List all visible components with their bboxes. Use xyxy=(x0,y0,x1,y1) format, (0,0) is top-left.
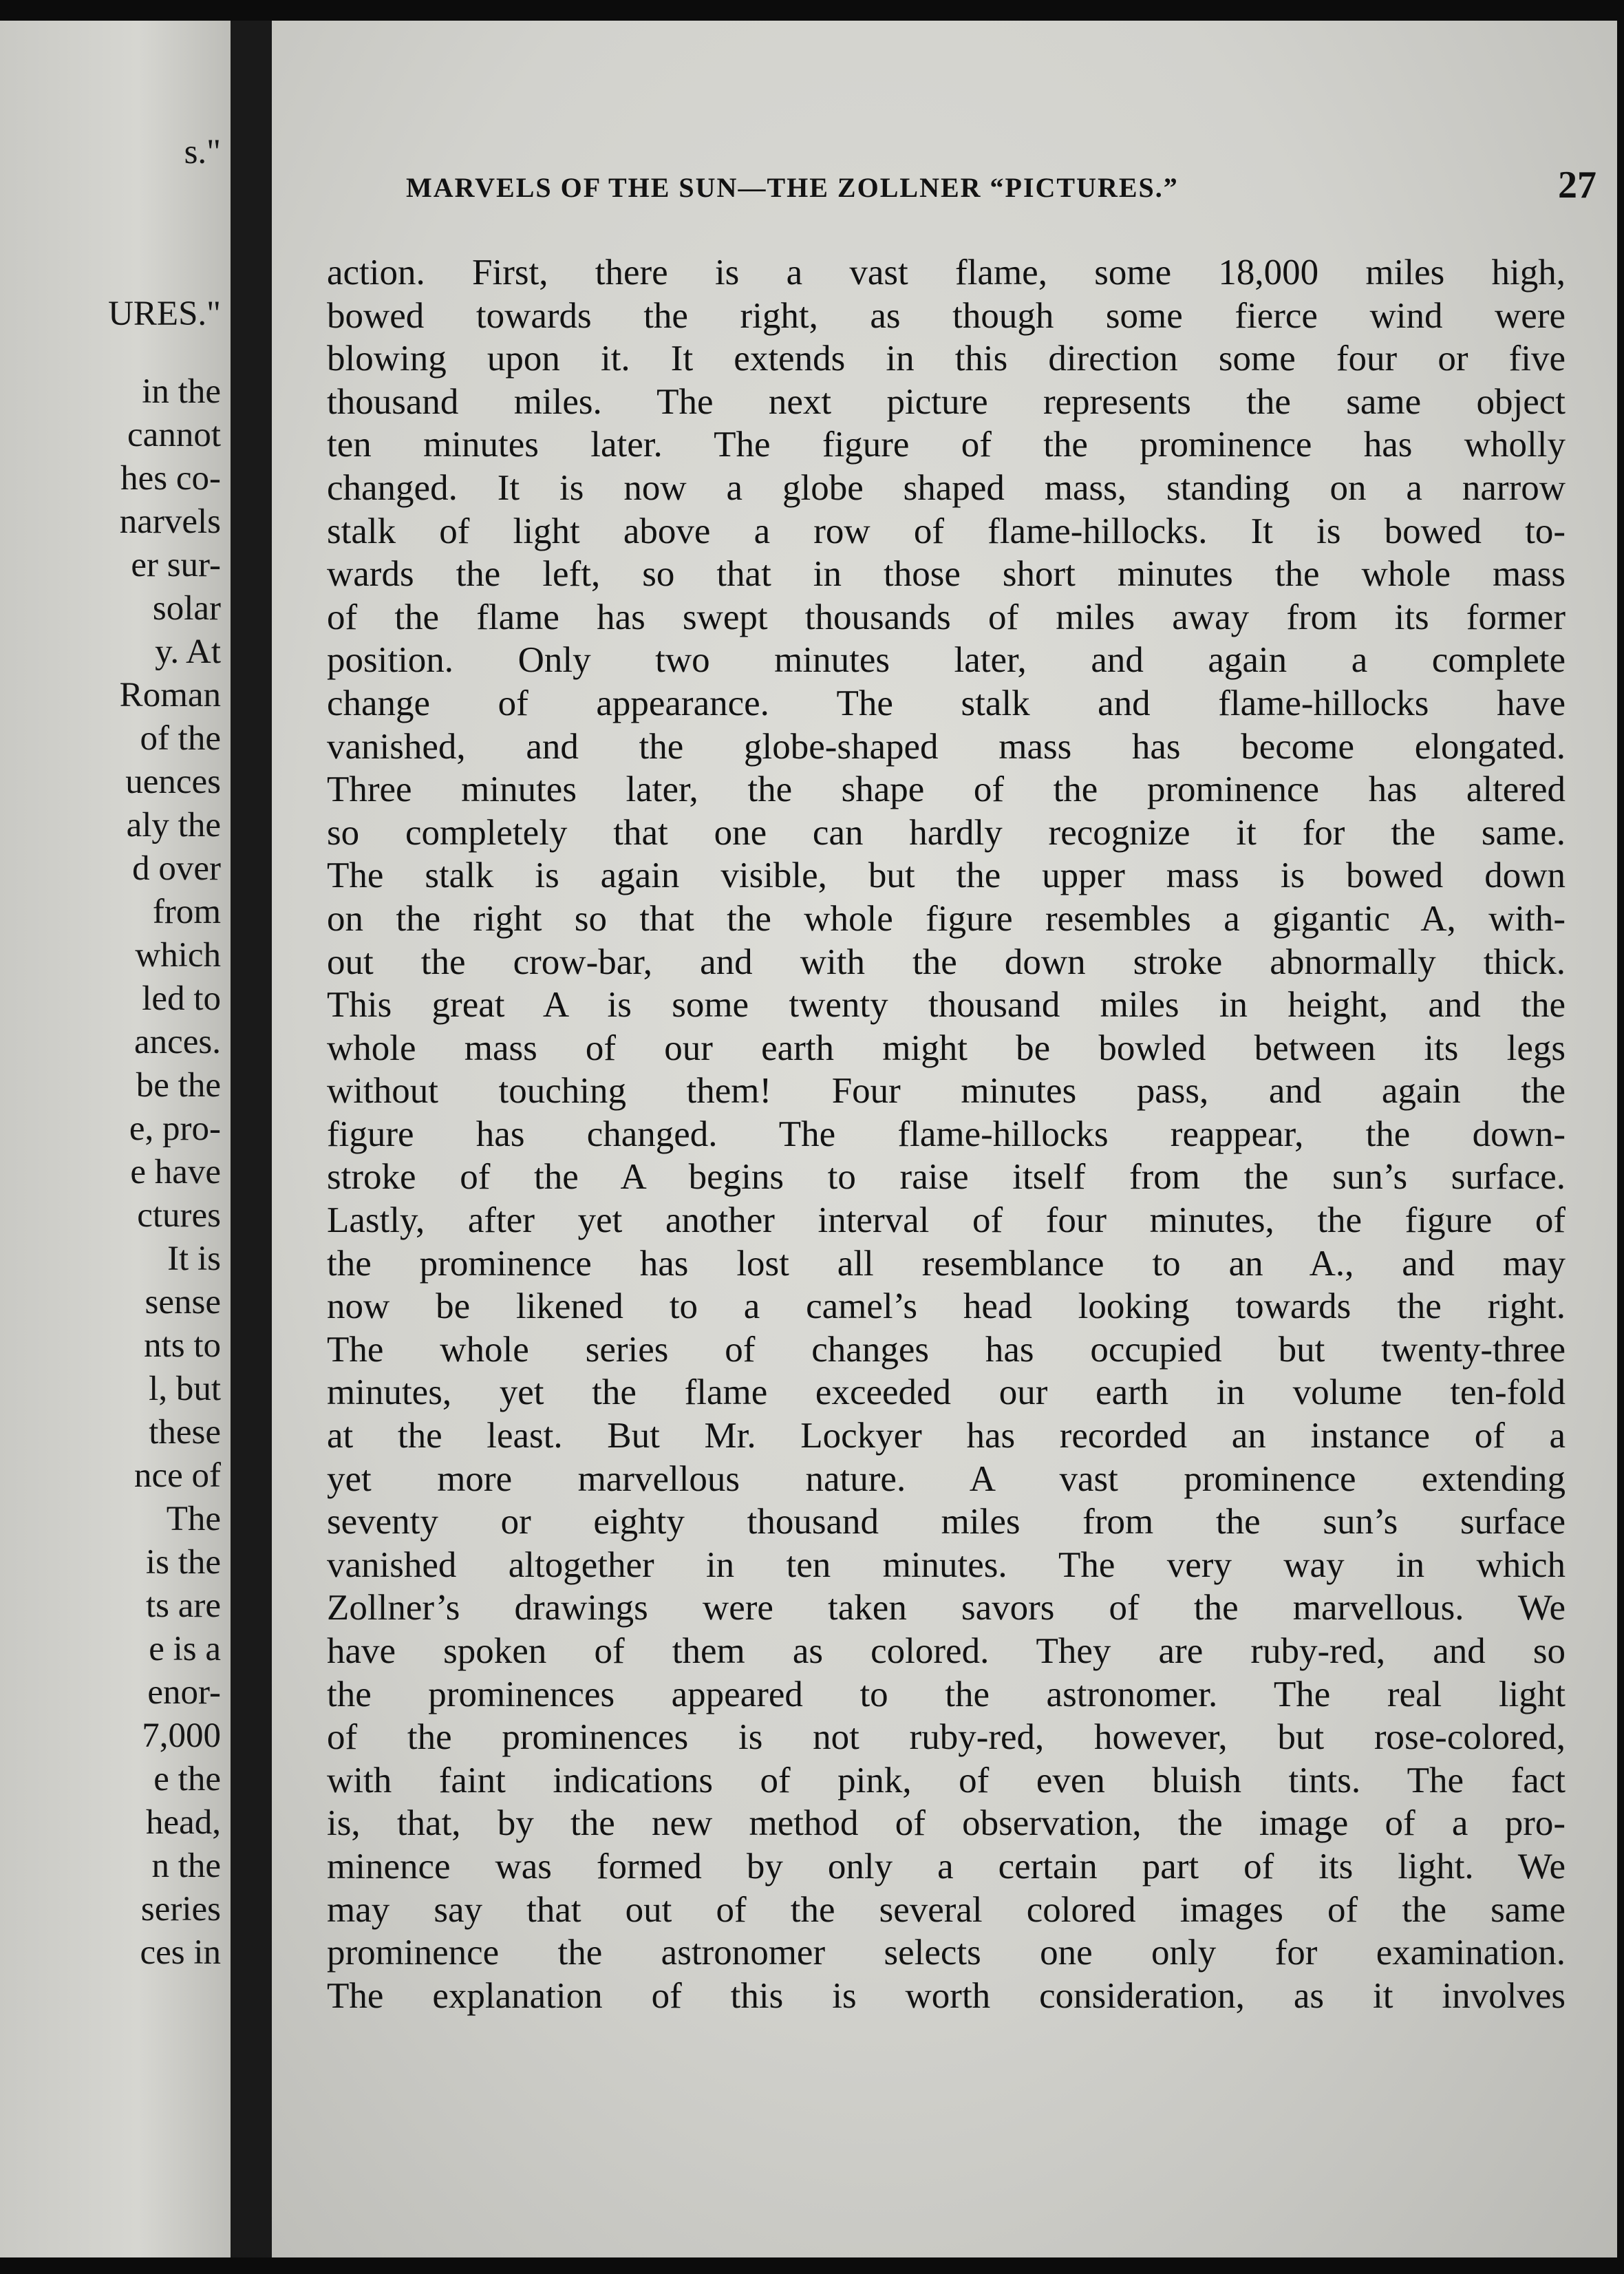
facing-page-line-fragment: ts are xyxy=(145,1586,221,1625)
facing-page-line-fragment: ces in xyxy=(140,1933,221,1972)
facing-page-line-fragment: series xyxy=(140,1890,221,1928)
facing-page-line-fragment: hes co- xyxy=(120,459,221,498)
facing-page-line-fragment: narvels xyxy=(119,502,221,541)
facing-page-line-fragment: solar xyxy=(152,589,221,628)
facing-page-line-fragment: l, but xyxy=(149,1370,221,1408)
facing-page-line-fragment: The xyxy=(166,1500,221,1538)
text-line: now be likened to a camel’s head looking towards the right. xyxy=(327,1286,1566,1327)
text-line: This great A is some twenty thousand miles in height, and the xyxy=(327,985,1566,1026)
text-line: vanished altogether in ten minutes. The very way in which xyxy=(327,1544,1566,1585)
facing-page-line-fragment: is the xyxy=(145,1543,221,1582)
text-line: out the crow-bar, and with the down stroke abnormally thick. xyxy=(327,942,1566,982)
facing-page-line-fragment: e have xyxy=(130,1153,221,1191)
text-line: vanished, and the globe-shaped mass has become elongated. xyxy=(327,726,1566,767)
facing-page-line-fragment: 7,000 xyxy=(142,1717,221,1755)
text-line: The explanation of this is worth consideration, as it involves xyxy=(327,1975,1566,2016)
facing-page-line-fragment: head, xyxy=(145,1803,221,1842)
text-line: thousand miles. The next picture represents the same object xyxy=(327,381,1566,422)
facing-page-line-fragment: enor- xyxy=(147,1673,221,1712)
text-line: of the flame has swept thousands of miles away from its former xyxy=(327,597,1566,637)
facing-page-line-fragment: s." xyxy=(184,133,221,171)
text-line: change of appearance. The stalk and flame-hillocks have xyxy=(327,683,1566,723)
book-page xyxy=(272,21,1617,2257)
text-line: of the prominences is not ruby-red, however, but rose-colored, xyxy=(327,1717,1566,1758)
text-line: prominence the astronomer selects one only for examination. xyxy=(327,1933,1566,1973)
text-line: bowed towards the right, as though some fierce wind were xyxy=(327,295,1566,336)
text-line: is, that, by the new method of observation, the image of a pro- xyxy=(327,1803,1566,1844)
text-line: so completely that one can hardly recognize it for the same. xyxy=(327,812,1566,853)
text-line: action. First, there is a vast flame, some 18,000 miles high, xyxy=(327,253,1566,293)
facing-page-line-fragment: cannot xyxy=(127,416,221,454)
text-line: wards the left, so that in those short minutes the whole mass xyxy=(327,554,1566,595)
facing-page-line-fragment: aly the xyxy=(126,806,221,844)
text-line: may say that out of the several colored images of the same xyxy=(327,1889,1566,1930)
facing-page-line-fragment: in the xyxy=(142,372,221,411)
facing-page-line-fragment: d over xyxy=(132,849,221,888)
text-line: the prominence has lost all resemblance to an A., and may xyxy=(327,1243,1566,1284)
facing-page-line-fragment: er sur- xyxy=(131,546,221,584)
facing-page-line-fragment: y. At xyxy=(155,633,221,671)
running-head xyxy=(406,164,1596,212)
text-line: ten minutes later. The figure of the prominence has wholly xyxy=(327,425,1566,465)
text-line: at the least. But Mr. Lockyer has recorded an instance of a xyxy=(327,1416,1566,1456)
text-line: on the right so that the whole figure resembles a gigantic A, with- xyxy=(327,898,1566,939)
facing-page-line-fragment: from xyxy=(152,893,221,931)
text-line: changed. It is now a globe shaped mass, standing on a narrow xyxy=(327,467,1566,508)
text-line: position. Only two minutes later, and again a complete xyxy=(327,640,1566,681)
text-line: yet more marvellous nature. A vast prominence extending xyxy=(327,1458,1566,1499)
text-line: The stalk is again visible, but the upper mass is bowed down xyxy=(327,856,1566,896)
text-line: Lastly, after yet another interval of four minutes, the figure of xyxy=(327,1200,1566,1241)
text-line: Zollner’s drawings were taken savors of the marvellous. We xyxy=(327,1588,1566,1628)
text-line: seventy or eighty thousand miles from the sun’s surface xyxy=(327,1502,1566,1542)
text-line: have spoken of them as colored. They are ruby-red, and so xyxy=(327,1631,1566,1671)
text-line: the prominences appeared to the astronomer. The real light xyxy=(327,1674,1566,1714)
facing-page-line-fragment: n the xyxy=(151,1847,221,1885)
facing-page-line-fragment: Roman xyxy=(119,676,221,714)
facing-page-line-fragment: e, pro- xyxy=(129,1109,221,1148)
text-line: without touching them! Four minutes pass, and again the xyxy=(327,1071,1566,1112)
facing-page-line-fragment: of the xyxy=(140,719,221,758)
body-text xyxy=(327,251,1566,2017)
facing-page-line-fragment: ances. xyxy=(133,1023,221,1061)
facing-page-line-fragment: nts to xyxy=(144,1326,221,1365)
text-line: blowing upon it. It extends in this direction some four or five xyxy=(327,339,1566,379)
text-line: Three minutes later, the shape of the prominence has altered xyxy=(327,769,1566,810)
facing-page-line-fragment: URES." xyxy=(108,295,221,333)
book-gutter xyxy=(231,21,272,2257)
facing-page-line-fragment: be the xyxy=(136,1066,221,1105)
facing-page-line-fragment: It is xyxy=(167,1240,221,1278)
text-line: minutes, yet the flame exceeded our earth in volume ten-fold xyxy=(327,1372,1566,1413)
text-line: whole mass of our earth might be bowled between its legs xyxy=(327,1028,1566,1068)
text-line: The whole series of changes has occupied but twenty-three xyxy=(327,1329,1566,1370)
facing-page-line-fragment: led to xyxy=(142,979,221,1018)
page-number: 27 xyxy=(1558,164,1596,206)
facing-page-line-fragment: ctures xyxy=(137,1196,221,1235)
running-head-title: MARVELS OF THE SUN—THE ZOLLNER “PICTURES.” xyxy=(406,172,1179,203)
text-line: stroke of the A begins to raise itself from the sun’s surface. xyxy=(327,1157,1566,1198)
facing-page-line-fragment: sense xyxy=(145,1283,221,1321)
text-line: with faint indications of pink, of even bluish tints. The fact xyxy=(327,1760,1566,1800)
facing-page-line-fragment: e is a xyxy=(149,1630,221,1668)
facing-page-line-fragment: e the xyxy=(153,1760,221,1798)
facing-page-line-fragment: these xyxy=(149,1413,221,1452)
facing-page-line-fragment: uences xyxy=(125,763,221,801)
text-line: stalk of light above a row of flame-hillocks. It is bowed to- xyxy=(327,511,1566,551)
text-line: minence was formed by only a certain part of its light. We xyxy=(327,1846,1566,1887)
text-line: figure has changed. The flame-hillocks reappear, the down- xyxy=(327,1114,1566,1154)
facing-page-line-fragment: nce of xyxy=(133,1456,221,1495)
facing-page-fragment xyxy=(0,21,231,2257)
facing-page-line-fragment: which xyxy=(135,936,221,975)
